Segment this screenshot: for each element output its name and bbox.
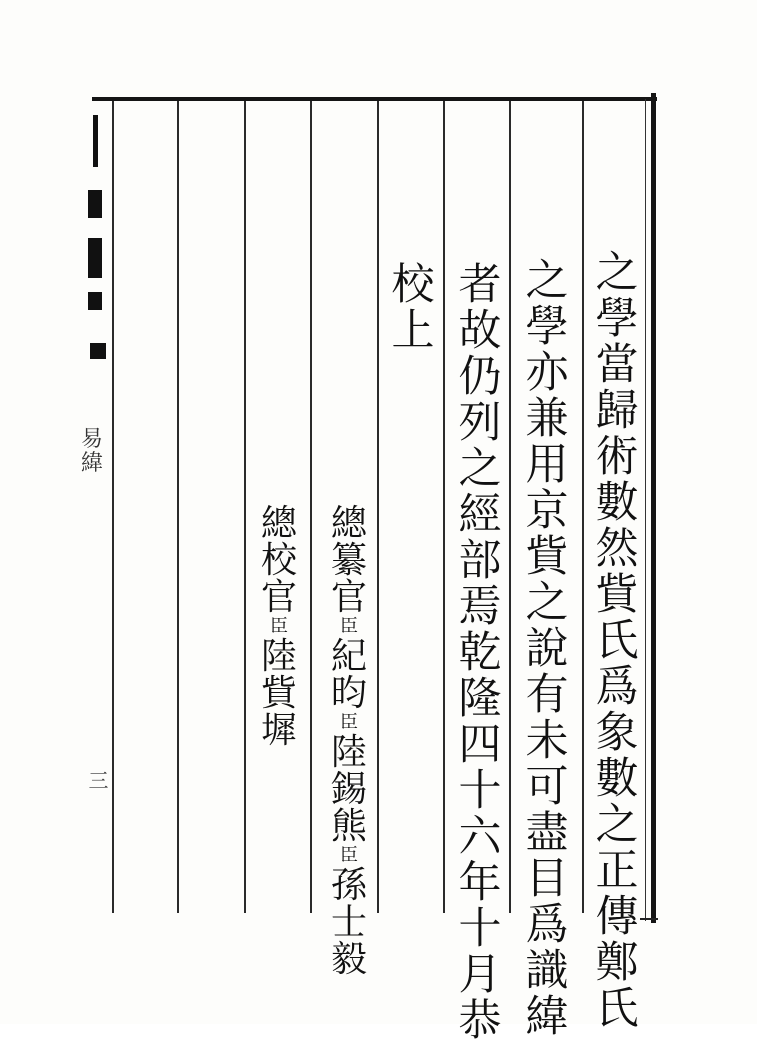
margin-fishtail-mark: [90, 343, 106, 359]
text-character: 之: [595, 800, 639, 850]
text-character: 經: [458, 490, 502, 540]
text-character: 之: [458, 444, 502, 494]
text-character: 隆: [458, 674, 502, 724]
text-character: 說: [525, 624, 569, 674]
text-character: 術: [595, 432, 639, 482]
text-character: 貲: [525, 532, 569, 582]
text-character: 可: [525, 762, 569, 812]
text-character: 數: [595, 478, 639, 528]
column-rule: [509, 101, 511, 913]
credit-character: 總: [260, 503, 297, 544]
text-character: 列: [458, 398, 502, 448]
text-character: 識: [525, 946, 569, 996]
text-character: 之: [525, 256, 569, 306]
text-column-4: [388, 262, 438, 354]
page-number: 三: [85, 770, 109, 790]
text-character: 之: [525, 578, 569, 628]
text-column-1: [592, 250, 642, 1032]
credit-character: 總: [330, 503, 367, 544]
frame-bottom-tick: [640, 918, 658, 920]
text-column-3: [455, 262, 505, 1044]
text-character: 緯: [525, 992, 569, 1042]
margin-fishtail-mark: [88, 292, 102, 310]
text-character: 乾: [458, 628, 502, 678]
subject-marker: 臣: [340, 712, 358, 733]
text-character: 校: [391, 260, 435, 310]
text-character: 十: [458, 766, 502, 816]
text-character: 數: [595, 754, 639, 804]
text-character: 恭: [458, 996, 502, 1046]
column-rule: [177, 101, 179, 913]
text-character: 之: [595, 248, 639, 298]
credit-character: 熊: [330, 806, 367, 847]
margin-fishtail-mark: [88, 238, 102, 278]
subject-marker: 臣: [340, 845, 358, 866]
credit-line-collator: [258, 505, 300, 749]
text-character: 部: [458, 536, 502, 586]
text-character: 故: [458, 306, 502, 356]
text-character: 爲: [525, 900, 569, 950]
text-character: 十: [458, 904, 502, 954]
text-character: 歸: [595, 386, 639, 436]
credit-character: 校: [260, 540, 297, 581]
text-character: 有: [525, 670, 569, 720]
column-rule: [377, 101, 379, 913]
text-character: 象: [595, 708, 639, 758]
margin-fishtail-mark: [93, 115, 98, 167]
frame-right-border: [651, 93, 656, 923]
credit-line-compilers: [328, 505, 370, 978]
text-character: 鄭: [595, 938, 639, 988]
text-character: 四: [458, 720, 502, 770]
credit-character: 錫: [330, 769, 367, 810]
text-character: 目: [525, 854, 569, 904]
text-character: 未: [525, 716, 569, 766]
text-character: 學: [525, 302, 569, 352]
text-character: 貲: [595, 570, 639, 620]
column-rule: [244, 101, 246, 913]
text-character: 六: [458, 812, 502, 862]
text-character: 月: [458, 950, 502, 1000]
text-character: 爲: [595, 662, 639, 712]
text-character: 學: [595, 294, 639, 344]
credit-character: 孫: [330, 865, 367, 906]
subject-marker: 臣: [340, 616, 358, 637]
text-character: 傳: [595, 892, 639, 942]
text-character: 仍: [458, 352, 502, 402]
credit-character: 毅: [330, 939, 367, 980]
text-character: 年: [458, 858, 502, 908]
column-rule: [310, 101, 312, 913]
text-character: 盡: [525, 808, 569, 858]
credit-character: 陸: [260, 636, 297, 677]
margin-fishtail-mark: [88, 190, 102, 218]
credit-character: 陸: [330, 732, 367, 773]
credit-character: 官: [260, 577, 297, 618]
margin-label-character: 易: [80, 427, 103, 452]
text-character: 氏: [595, 984, 639, 1034]
margin-rule: [112, 101, 114, 913]
text-character: 然: [595, 524, 639, 574]
credit-character: 紀: [330, 636, 367, 677]
text-character: 用: [525, 440, 569, 490]
subject-marker: 臣: [270, 616, 288, 637]
margin-label-character: 緯: [80, 451, 103, 476]
credit-character: 纂: [330, 540, 367, 581]
column-rule: [582, 101, 584, 913]
text-character: 當: [595, 340, 639, 390]
credit-character: 昀: [330, 673, 367, 714]
credit-character: 官: [330, 577, 367, 618]
text-character: 焉: [458, 582, 502, 632]
text-character: 兼: [525, 394, 569, 444]
column-rule: [443, 101, 445, 913]
text-character: 者: [458, 260, 502, 310]
credit-character: 墀: [260, 710, 297, 751]
text-character: 京: [525, 486, 569, 536]
frame-right-inner-border: [645, 99, 646, 921]
text-character: 上: [391, 306, 435, 356]
text-character: 亦: [525, 348, 569, 398]
text-column-2: [522, 258, 572, 1040]
text-character: 氏: [595, 616, 639, 666]
margin-book-title: [78, 428, 106, 476]
text-character: 正: [595, 846, 639, 896]
credit-character: 士: [330, 902, 367, 943]
credit-character: 貲: [260, 673, 297, 714]
